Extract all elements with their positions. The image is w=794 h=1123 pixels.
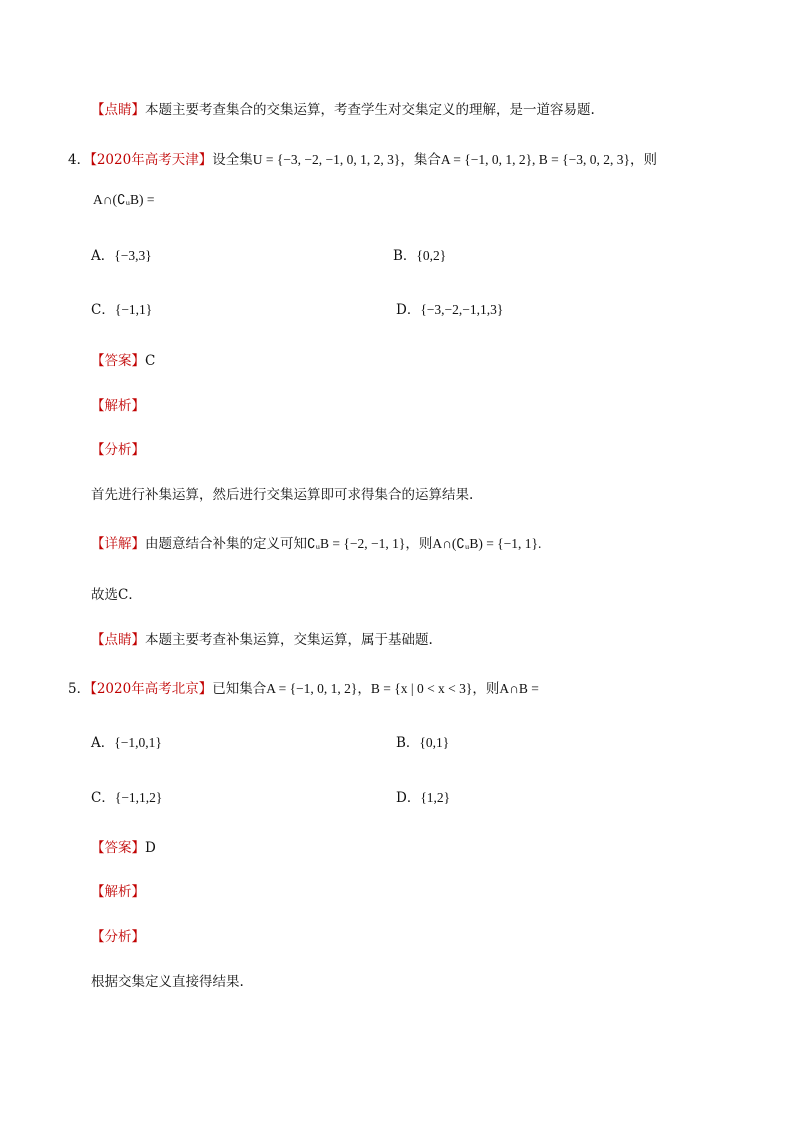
- answer-tag: 【答案】: [91, 840, 145, 856]
- option-value: {−3,−2,−1,1,3}: [420, 302, 504, 317]
- question-number: 5．: [68, 681, 91, 697]
- choose-text: 故选C．: [91, 587, 142, 603]
- fenxi-text: 根据交集定义直接得结果.: [91, 974, 244, 990]
- option-value: {−3,3}: [114, 248, 152, 263]
- option-label: C．: [91, 302, 115, 318]
- option-label: C．: [91, 790, 115, 806]
- fenxi-tag: 【分析】: [91, 929, 145, 945]
- comment-text: 本题主要考查集合的交集运算，考查学生对交集定义的理解，是一道容易题.: [145, 102, 595, 118]
- comment-text: 本题主要考查补集运算，交集运算，属于基础题.: [145, 632, 433, 648]
- option-label: A．: [91, 735, 115, 751]
- source-tag: 【2020年高考天津】: [90, 152, 213, 168]
- analysis-tag: 【解析】: [91, 884, 145, 900]
- option-label: A．: [91, 248, 115, 264]
- question-number: 4．: [68, 152, 91, 168]
- detail-line: [91, 534, 541, 554]
- option-a[interactable]: [91, 733, 162, 753]
- option-value: {−1,1}: [114, 302, 153, 317]
- question-4-stem-expression: A∩(∁ᵤB) =: [93, 192, 155, 207]
- answer-value: D: [145, 840, 156, 856]
- analysis-heading: [91, 882, 145, 902]
- detail-tag: 【详解】: [91, 536, 145, 552]
- option-label: B．: [396, 735, 420, 751]
- question-5-stem: [68, 679, 539, 699]
- option-c[interactable]: [91, 788, 162, 808]
- answer-line: [91, 838, 156, 858]
- q3-comment-line: [91, 100, 595, 120]
- option-d[interactable]: [396, 788, 450, 808]
- fenxi-text: 首先进行补集运算，然后进行交集运算即可求得集合的运算结果.: [91, 487, 474, 503]
- fenxi-heading: [91, 927, 145, 947]
- comment-line: [91, 630, 433, 650]
- answer-line: [91, 351, 155, 371]
- option-label: D．: [396, 790, 421, 806]
- fenxi-tag: 【分析】: [91, 442, 145, 458]
- question-text: 已知集合A = {−1, 0, 1, 2}，B = {x | 0 < x < 3}，则A∩B =: [212, 681, 539, 696]
- answer-value: C: [145, 353, 156, 369]
- answer-tag: 【答案】: [91, 353, 145, 369]
- question-4-stem: [68, 150, 657, 170]
- option-label: B．: [393, 248, 417, 264]
- option-value: {0,2}: [416, 248, 447, 263]
- source-tag: 【2020年高考北京】: [90, 681, 213, 697]
- option-label: D．: [396, 302, 421, 318]
- option-value: {−1,1,2}: [114, 790, 163, 805]
- comment-tag: 【点睛】: [91, 632, 145, 648]
- question-text: 设全集U = {−3, −2, −1, 0, 1, 2, 3}，集合A = {−1, 0, 1, 2}, B = {−3, 0, 2, 3}，则: [212, 152, 657, 167]
- option-d[interactable]: [396, 300, 503, 320]
- detail-text: 由题意结合补集的定义可知∁ᵤB = {−2, −1, 1}，则A∩(∁ᵤB) = {−1, 1}.: [145, 536, 542, 551]
- analysis-tag: 【解析】: [91, 398, 145, 414]
- comment-tag: 【点睛】: [91, 102, 145, 118]
- option-b[interactable]: [393, 246, 446, 266]
- option-value: {1,2}: [420, 790, 451, 805]
- option-value: {−1,0,1}: [114, 735, 162, 750]
- option-b[interactable]: [396, 733, 449, 753]
- analysis-heading: [91, 396, 145, 416]
- fenxi-heading: [91, 440, 145, 460]
- option-a[interactable]: [91, 246, 152, 266]
- option-value: {0,1}: [419, 735, 450, 750]
- option-c[interactable]: [91, 300, 152, 320]
